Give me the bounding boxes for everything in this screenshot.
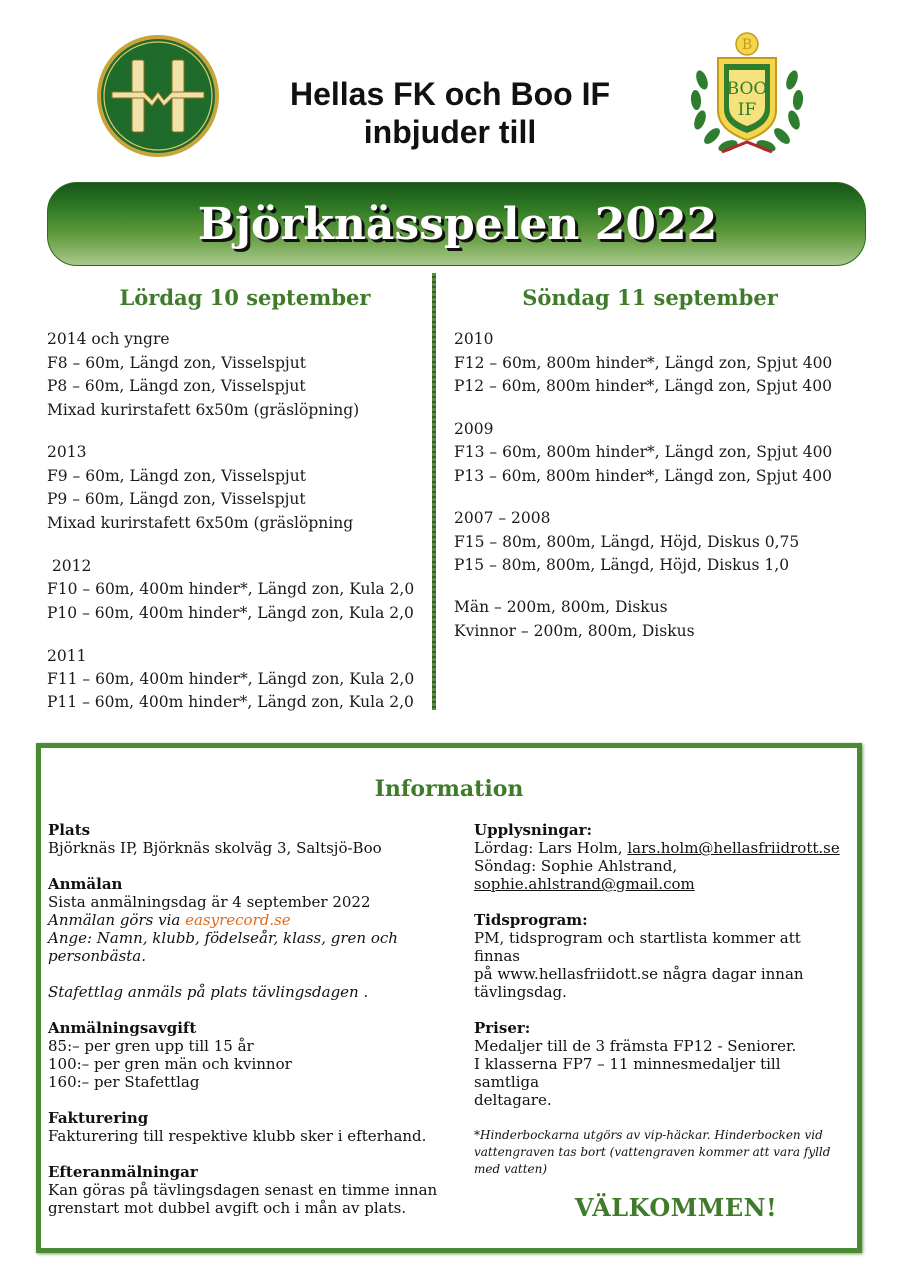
hinder-note: vattengraven tas bort (vattengraven kommer att vara fylld bbox=[474, 1145, 831, 1159]
sat-line: F9 – 60m, Längd zon, Visselspjut bbox=[47, 467, 306, 485]
hinder-note: *Hinderbockarna utgörs av vip-häckar. Hinderbocken vid bbox=[474, 1128, 823, 1142]
anmalan-ange: Ange: Namn, klubb, födelseår, klass, gren och bbox=[48, 929, 398, 947]
sun-line: F12 – 60m, 800m hinder*, Längd zon, Spjut 400 bbox=[454, 354, 833, 372]
hinder-note: med vatten) bbox=[474, 1162, 548, 1176]
priser-heading: Priser: bbox=[474, 1019, 531, 1037]
sophie-email-link[interactable]: sophie.ahlstrand@gmail.com bbox=[474, 875, 695, 893]
anmalan-ange-cont: personbästa. bbox=[48, 947, 147, 965]
upplysningar-heading: Upplysningar: bbox=[474, 821, 593, 839]
avgift-line: 100:– per gren män och kvinnor bbox=[48, 1055, 292, 1073]
sat-line: 2013 bbox=[47, 443, 87, 461]
info-right-column bbox=[474, 821, 849, 1178]
sun-line: P12 – 60m, 800m hinder*, Längd zon, Spjut 400 bbox=[454, 377, 832, 395]
svg-text:IF: IF bbox=[737, 100, 757, 120]
sat-line: P10 – 60m, 400m hinder*, Längd zon, Kula 2,0 bbox=[47, 604, 414, 622]
sat-line: Mixad kurirstafett 6x50m (gräslöpning) bbox=[47, 401, 360, 419]
sat-line: 2014 och yngre bbox=[47, 330, 170, 348]
upplysningar-saturday: Lördag: Lars Holm, lars.holm@hellasfriidrott.se bbox=[474, 839, 840, 857]
saturday-heading: Lördag 10 september bbox=[119, 285, 371, 310]
sunday-heading: Söndag 11 september bbox=[522, 285, 778, 310]
tidsprogram-heading: Tidsprogram: bbox=[474, 911, 588, 929]
boo-if-logo bbox=[682, 30, 812, 160]
efteranmalningar-heading: Efteranmälningar bbox=[48, 1163, 198, 1181]
plats-heading: Plats bbox=[48, 821, 91, 839]
tidsprogram-line: på www.hellasfriidott.se några dagar innan bbox=[474, 965, 804, 983]
avgift-line: 85:– per gren upp till 15 år bbox=[48, 1037, 254, 1055]
priser-line: I klasserna FP7 – 11 minnesmedaljer till samtliga bbox=[474, 1055, 781, 1091]
anmalan-heading: Anmälan bbox=[48, 875, 123, 893]
priser-line: Medaljer till de 3 främsta FP12 - Seniorer. bbox=[474, 1037, 797, 1055]
fakturering-heading: Fakturering bbox=[48, 1109, 149, 1127]
sun-line: 2010 bbox=[454, 330, 494, 348]
fakturering-text: Fakturering till respektive klubb sker i efterhand. bbox=[48, 1127, 427, 1145]
svg-text:BOO: BOO bbox=[726, 79, 768, 99]
easyrecord-link[interactable]: easyrecord.se bbox=[185, 911, 291, 929]
efteranmalningar-text: Kan göras på tävlingsdagen senast en timme innan bbox=[48, 1181, 438, 1199]
header-line-2: inbjuder till bbox=[363, 114, 537, 150]
plats-text: Björknäs IP, Björknäs skolväg 3, Saltsjö-Boo bbox=[48, 839, 382, 857]
efteranmalningar-text-cont: grenstart mot dubbel avgift och i mån av plats. bbox=[48, 1199, 407, 1217]
event-title: Björknässpelen 2022 bbox=[197, 199, 718, 250]
sun-line: P15 – 80m, 800m, Längd, Höjd, Diskus 1,0 bbox=[454, 556, 790, 574]
sat-line: P8 – 60m, Längd zon, Visselspjut bbox=[47, 377, 306, 395]
sun-line: Män – 200m, 800m, Diskus bbox=[454, 598, 668, 616]
sun-line: Kvinnor – 200m, 800m, Diskus bbox=[454, 622, 695, 640]
stafett-text: Stafettlag anmäls på plats tävlingsdagen . bbox=[48, 983, 369, 1001]
sat-line: F8 – 60m, Längd zon, Visselspjut bbox=[47, 354, 306, 372]
hellas-logo bbox=[96, 34, 220, 158]
anmalan-via: Anmälan görs via easyrecord.se bbox=[48, 911, 291, 929]
sun-line: F15 – 80m, 800m, Längd, Höjd, Diskus 0,75 bbox=[454, 533, 800, 551]
welcome-text: VÄLKOMMEN! bbox=[574, 1193, 778, 1222]
information-box bbox=[36, 743, 862, 1253]
tidsprogram-line: tävlingsdag. bbox=[474, 983, 567, 1001]
sat-line: Mixad kurirstafett 6x50m (gräslöpning bbox=[47, 514, 354, 532]
svg-text:B: B bbox=[741, 37, 753, 53]
info-title: Information bbox=[374, 776, 524, 802]
sun-line: F13 – 60m, 800m hinder*, Längd zon, Spjut 400 bbox=[454, 443, 833, 461]
sat-line: P9 – 60m, Längd zon, Visselspjut bbox=[47, 490, 306, 508]
sat-line: P11 – 60m, 400m hinder*, Längd zon, Kula 2,0 bbox=[47, 693, 414, 711]
avgift-line: 160:– per Stafettlag bbox=[48, 1073, 200, 1091]
sat-line: F11 – 60m, 400m hinder*, Längd zon, Kula 2,0 bbox=[47, 670, 415, 688]
sat-line: 2012 bbox=[47, 557, 92, 575]
title-banner bbox=[47, 182, 866, 266]
header-line-1: Hellas FK och Boo IF bbox=[289, 76, 611, 112]
column-divider bbox=[432, 273, 436, 710]
sat-line: 2011 bbox=[47, 647, 87, 665]
sat-line: F10 – 60m, 400m hinder*, Längd zon, Kula 2,0 bbox=[47, 580, 415, 598]
anmalan-deadline: Sista anmälningsdag är 4 september 2022 bbox=[48, 893, 371, 911]
lars-holm-email-link[interactable]: lars.holm@hellasfriidrott.se bbox=[627, 839, 840, 857]
upplysningar-sunday: Söndag: Sophie Ahlstrand, bbox=[474, 857, 678, 875]
info-left-column bbox=[48, 821, 448, 1217]
sun-line: P13 – 60m, 800m hinder*, Längd zon, Spjut 400 bbox=[454, 467, 832, 485]
tidsprogram-line: PM, tidsprogram och startlista kommer att finnas bbox=[474, 929, 801, 965]
sun-line: 2009 bbox=[454, 420, 494, 438]
sun-line: 2007 – 2008 bbox=[454, 509, 551, 527]
avgift-heading: Anmälningsavgift bbox=[48, 1019, 197, 1037]
priser-line: deltagare. bbox=[474, 1091, 552, 1109]
